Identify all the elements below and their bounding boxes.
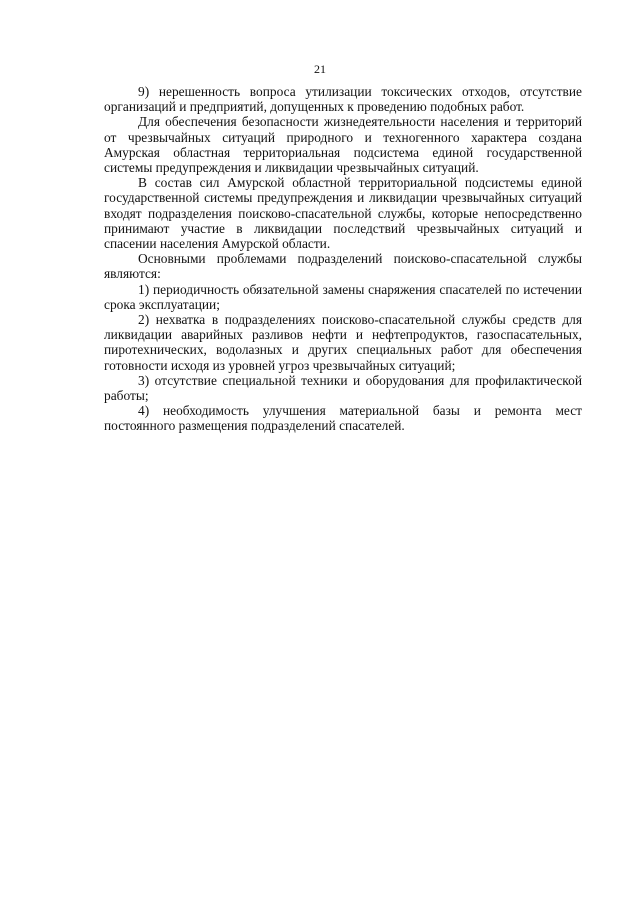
paragraph-item-9: 9) нерешенность вопроса утилизации токсических отходов, отсутствие организаций и предприятий, допущенных к проведению подобных работ. xyxy=(104,84,582,115)
paragraph-problem-3: 3) отсутствие специальной техники и оборудования для профилактической работы; xyxy=(104,372,582,404)
paragraph-rescue-forces: В состав сил Амурской областной территориальной подсистемы единой государственной системы предупреждения и ликвидации чрезвычайных ситуаций входят подразделения поисково-спасательной службы, которые непосредственно принимают участие в ликвидации последствий чрезвычайных ситуаций и спасении населения Амурской области. xyxy=(104,175,582,252)
paragraph-problem-1: 1) периодичность обязательной замены снаряжения спасателей по истечении срока эксплуатации; xyxy=(104,281,582,312)
document-body xyxy=(104,84,582,434)
paragraph-territorial-subsystem: Для обеспечения безопасности жизнедеятельности населения и территорий от чрезвычайных ситуаций природного и техногенного характера создана Амурская областная территориальная подсистема единой государственной системы предупреждения и ликвидации чрезвычайных ситуаций. xyxy=(104,114,582,176)
paragraph-problem-4: 4) необходимость улучшения материальной базы и ремонта мест постоянного размещения подразделений спасателей. xyxy=(104,403,582,434)
paragraph-problems-intro: Основными проблемами подразделений поисково-спасательной службы являются: xyxy=(104,251,582,282)
paragraph-problem-2: 2) нехватка в подразделениях поисково-спасательной службы средств для ликвидации аварийных разливов нефти и нефтепродуктов, газоспасательных, пиротехнических, водолазных и других специальных работ для обеспечения готовности исходя из уровней угроз чрезвычайных ситуаций; xyxy=(104,312,582,373)
page-number: 21 xyxy=(314,62,326,76)
